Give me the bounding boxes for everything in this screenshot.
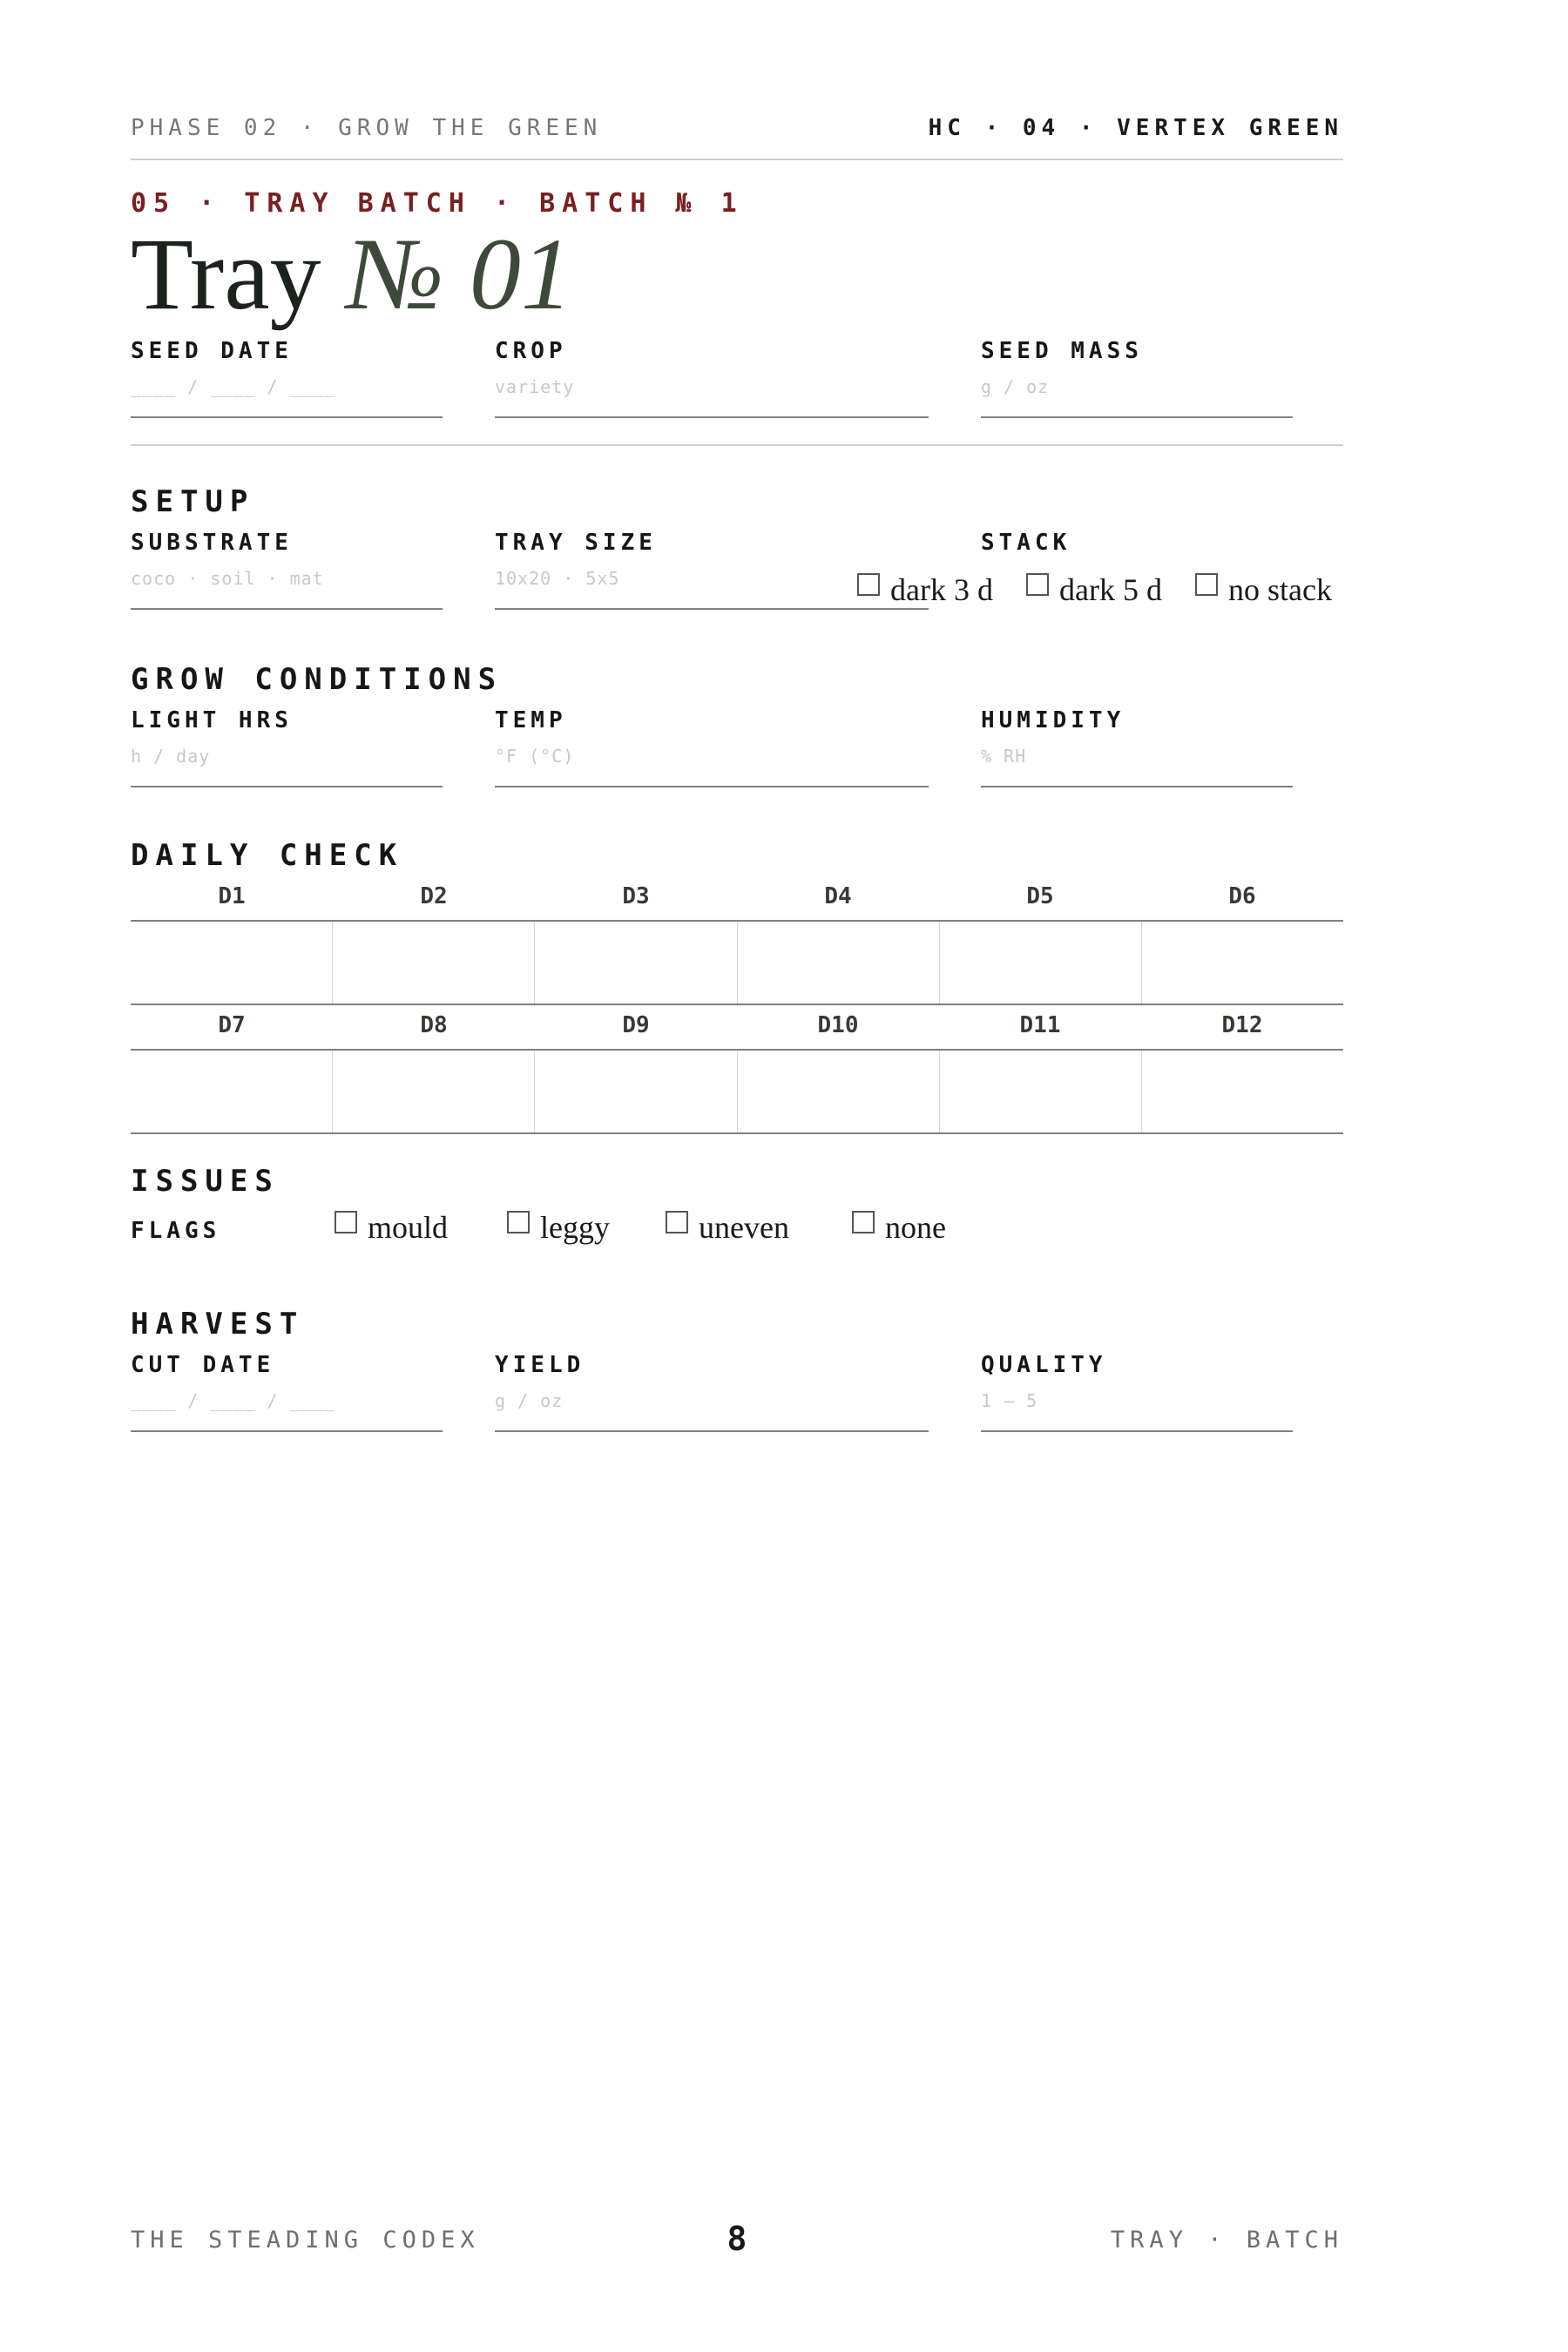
day-header: D12: [1221, 1012, 1263, 1038]
humidity-label: HUMIDITY: [981, 707, 1125, 733]
option-label: dark 3 d: [890, 572, 993, 607]
day-entry-cell[interactable]: [737, 1051, 939, 1132]
checkbox[interactable]: [1026, 573, 1049, 596]
day-header: D1: [218, 883, 246, 909]
day-header-row: [131, 876, 1343, 922]
tray-size-hint: 10x20 · 5x5: [495, 568, 620, 589]
humidity-field[interactable]: [981, 786, 1293, 787]
grow-conditions-heading: GROW CONDITIONS: [131, 662, 504, 697]
day-entry-row: [131, 1051, 1343, 1134]
book-title: THE STEADING CODEX: [131, 2227, 480, 2254]
option-label: uneven: [699, 1210, 789, 1245]
daily-check-grid-week1: [131, 876, 1343, 1005]
quality-field[interactable]: [981, 1430, 1293, 1432]
day-header: D2: [420, 883, 448, 909]
day-header: D3: [622, 883, 650, 909]
yield-label: YIELD: [495, 1352, 585, 1378]
title-number: № 01: [347, 217, 572, 331]
temp-hint: °F (°C): [495, 746, 575, 767]
tray-size-label: TRAY SIZE: [495, 530, 657, 556]
flag-option-none[interactable]: [852, 1209, 946, 1246]
day-header: D6: [1228, 883, 1256, 909]
checkbox[interactable]: [1195, 573, 1218, 596]
option-label: none: [885, 1210, 946, 1245]
yield-hint: g / oz: [495, 1390, 564, 1411]
seed-date-label: SEED DATE: [131, 338, 293, 364]
light-hrs-label: LIGHT HRS: [131, 707, 293, 733]
option-label: no stack: [1228, 572, 1332, 607]
quality-hint: 1 – 5: [981, 1390, 1038, 1411]
stack-option-none[interactable]: [1195, 571, 1332, 608]
crop-field[interactable]: [495, 416, 929, 418]
day-header: D11: [1019, 1012, 1061, 1038]
crop-hint: variety: [495, 376, 575, 397]
tray-size-field[interactable]: [495, 608, 929, 610]
day-entry-cell[interactable]: [131, 1051, 332, 1132]
cut-date-label: CUT DATE: [131, 1352, 275, 1378]
cut-date-hint: ____ / ____ / ____: [131, 1390, 335, 1411]
codex-id: HC · 04 · VERTEX GREEN: [928, 115, 1343, 141]
day-header: D10: [817, 1012, 859, 1038]
running-footer: [131, 2220, 1343, 2258]
seed-mass-hint: g / oz: [981, 376, 1050, 397]
checkbox[interactable]: [852, 1211, 875, 1233]
day-header: D7: [218, 1012, 246, 1038]
temp-field[interactable]: [495, 786, 929, 787]
substrate-field[interactable]: [131, 608, 443, 610]
day-header: D4: [824, 883, 852, 909]
light-hrs-field[interactable]: [131, 786, 443, 787]
stack-option-dark5[interactable]: [1026, 571, 1162, 608]
page-number: 8: [727, 2220, 747, 2258]
setup-heading: SETUP: [131, 484, 255, 519]
option-label: dark 5 d: [1059, 572, 1162, 607]
substrate-hint: coco · soil · mat: [131, 568, 324, 589]
chapter-label: TRAY · BATCH: [1110, 2227, 1343, 2254]
stack-option-dark3[interactable]: [857, 571, 993, 608]
option-label: leggy: [540, 1210, 610, 1245]
day-entry-row: [131, 922, 1343, 1005]
day-entry-cell[interactable]: [1141, 922, 1343, 1004]
section-divider: [131, 444, 1343, 446]
running-header: [131, 113, 1343, 160]
checkbox[interactable]: [335, 1211, 357, 1233]
stack-label: STACK: [981, 530, 1071, 556]
day-entry-cell[interactable]: [534, 1051, 736, 1132]
daily-check-grid-week2: [131, 1005, 1343, 1134]
seed-mass-field[interactable]: [981, 416, 1293, 418]
section-eyebrow: 05 · TRAY BATCH · BATCH № 1: [131, 188, 744, 219]
checkbox[interactable]: [666, 1211, 688, 1233]
harvest-heading: HARVEST: [131, 1307, 305, 1342]
temp-label: TEMP: [495, 707, 567, 733]
yield-field[interactable]: [495, 1430, 929, 1432]
crop-label: CROP: [495, 338, 567, 364]
seed-mass-label: SEED MASS: [981, 338, 1143, 364]
daily-check-heading: DAILY CHECK: [131, 838, 404, 873]
option-label: mould: [368, 1210, 449, 1245]
day-entry-cell[interactable]: [131, 922, 332, 1004]
light-hrs-hint: h / day: [131, 746, 211, 767]
substrate-label: SUBSTRATE: [131, 530, 293, 556]
cut-date-field[interactable]: [131, 1430, 443, 1432]
issues-heading: ISSUES: [131, 1164, 280, 1199]
title-word: Tray: [131, 217, 321, 331]
day-entry-cell[interactable]: [534, 922, 736, 1004]
checkbox[interactable]: [857, 573, 880, 596]
day-entry-cell[interactable]: [939, 922, 1141, 1004]
flag-option-mould[interactable]: [335, 1209, 448, 1246]
day-header: D8: [420, 1012, 448, 1038]
phase-label: PHASE 02 · GROW THE GREEN: [131, 115, 603, 141]
day-header-row: [131, 1005, 1343, 1051]
day-entry-cell[interactable]: [737, 922, 939, 1004]
day-entry-cell[interactable]: [332, 922, 534, 1004]
flags-label: FLAGS: [131, 1218, 221, 1244]
flag-option-uneven[interactable]: [666, 1209, 789, 1246]
day-header: D9: [622, 1012, 650, 1038]
seed-date-hint: ____ / ____ / ____: [131, 376, 335, 397]
day-header: D5: [1026, 883, 1054, 909]
humidity-hint: % RH: [981, 746, 1027, 767]
day-entry-cell[interactable]: [939, 1051, 1141, 1132]
checkbox[interactable]: [507, 1211, 530, 1233]
seed-date-field[interactable]: [131, 416, 443, 418]
day-entry-cell[interactable]: [332, 1051, 534, 1132]
day-entry-cell[interactable]: [1141, 1051, 1343, 1132]
page-title: [131, 218, 572, 331]
quality-label: QUALITY: [981, 1352, 1107, 1378]
flag-option-leggy[interactable]: [507, 1209, 610, 1246]
